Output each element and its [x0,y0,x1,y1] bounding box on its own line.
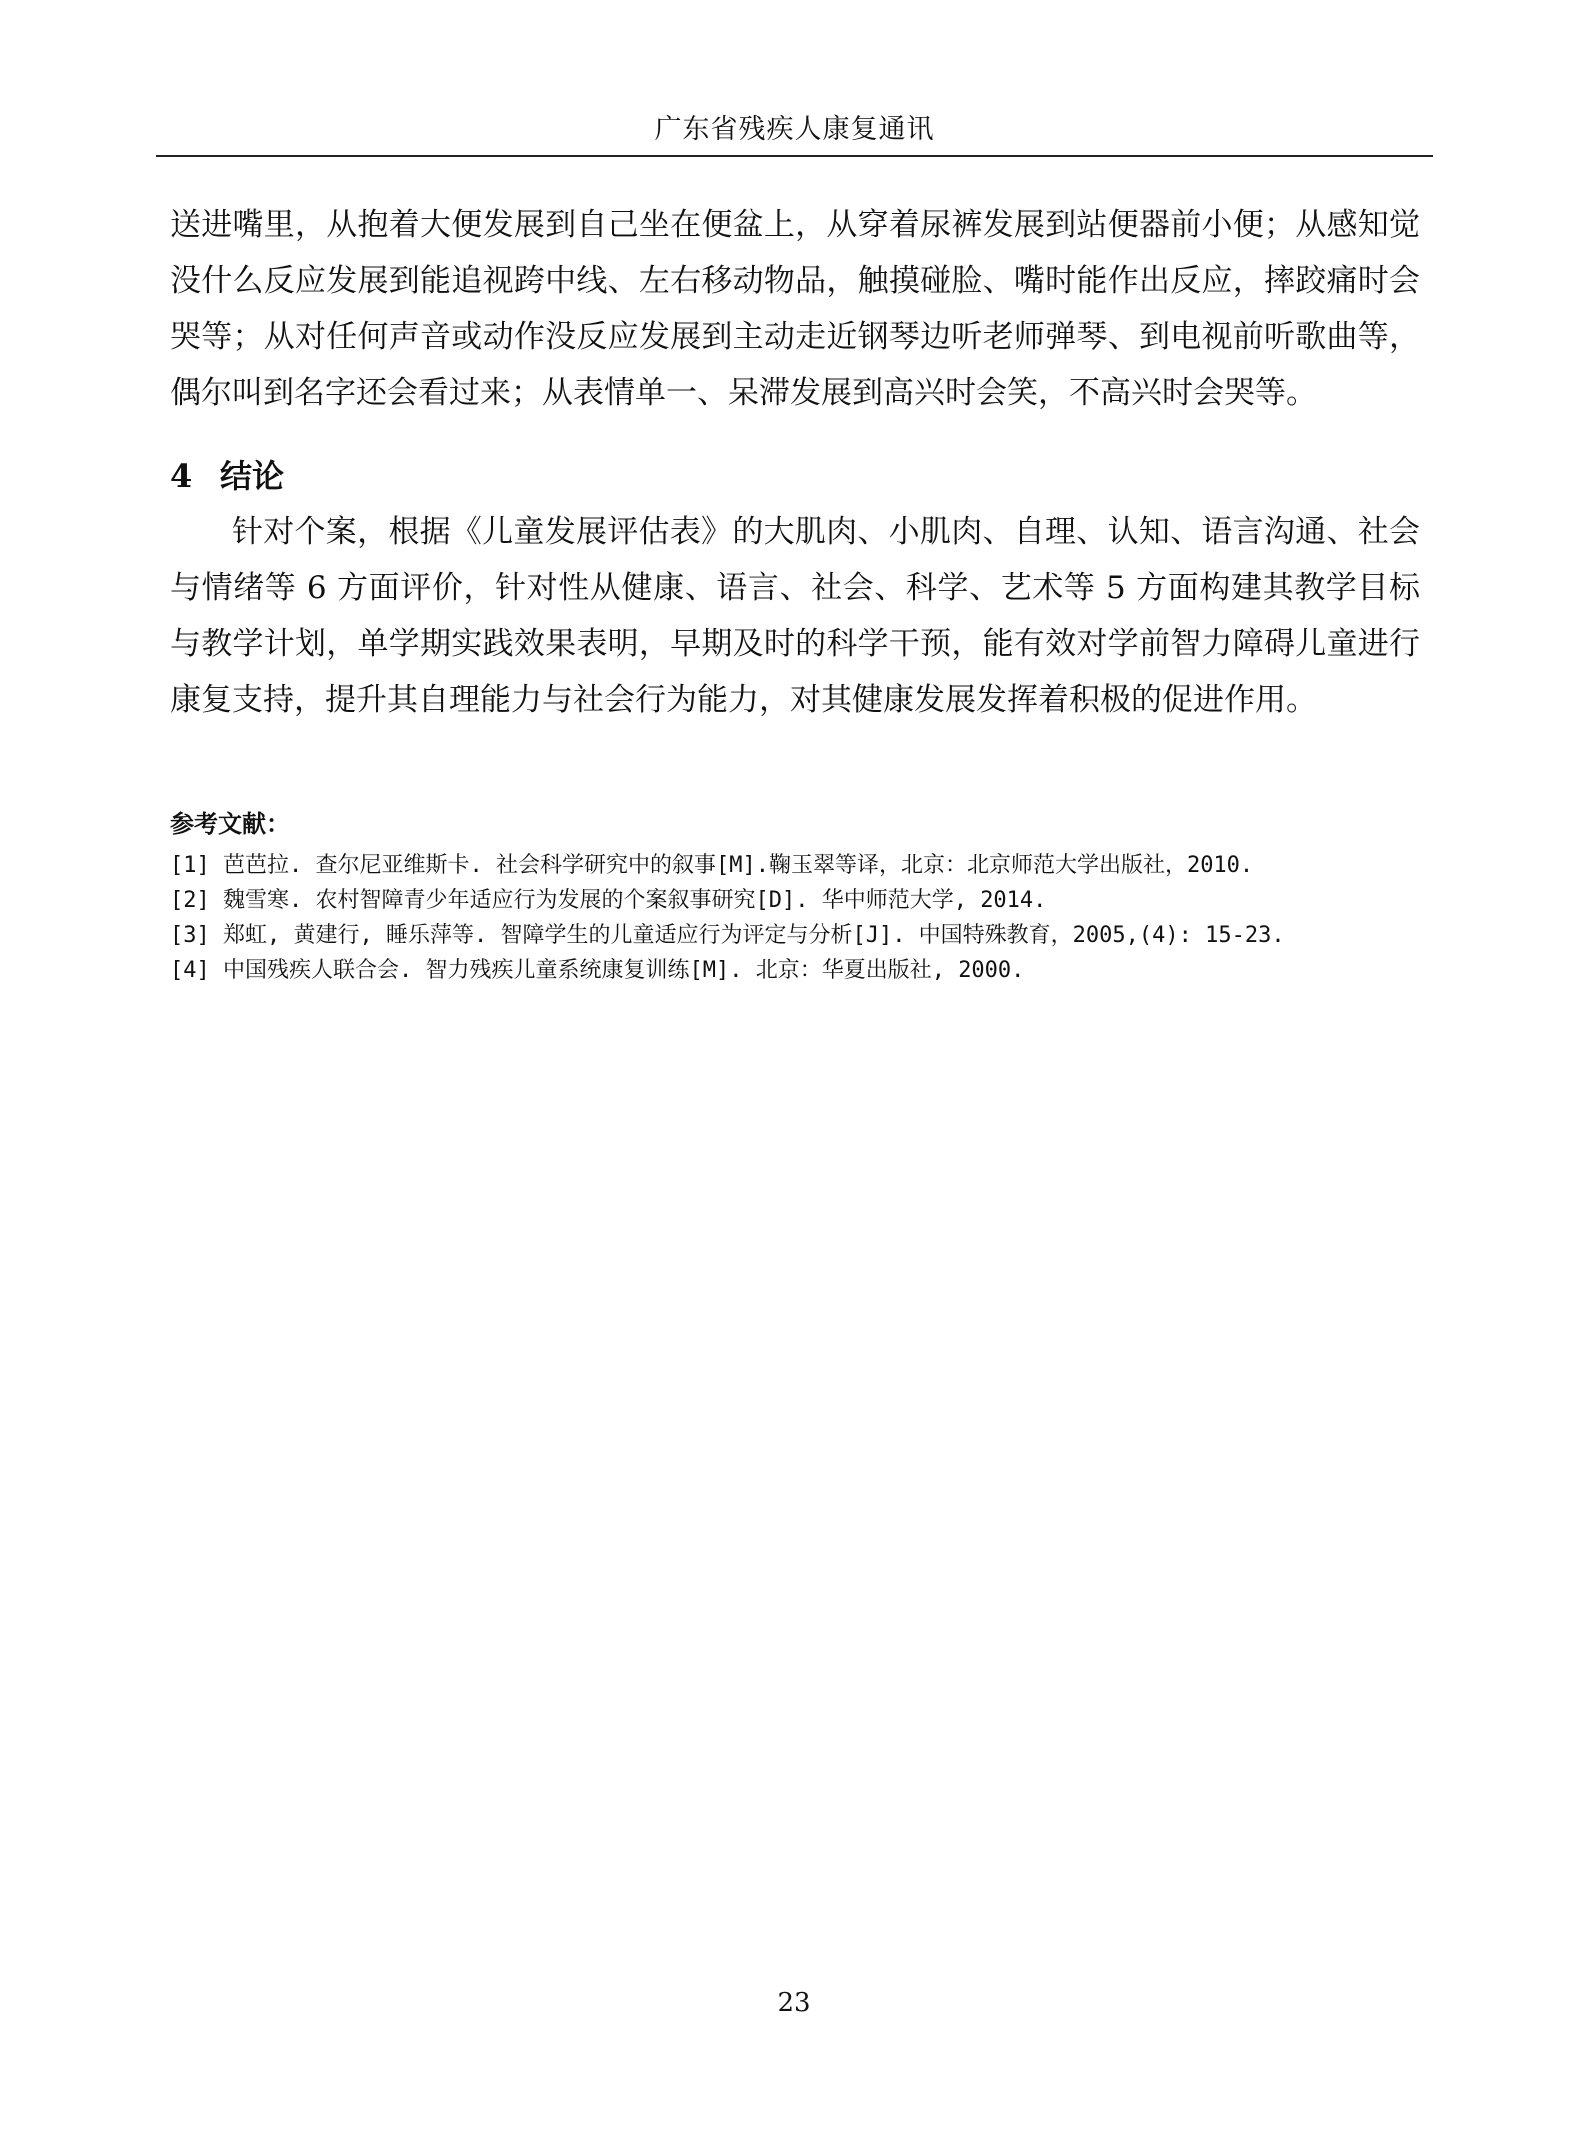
header-divider [156,155,1433,157]
reference-item: [2] 魏雪寒. 农村智障青少年适应行为发展的个案叙事研究[D]. 华中师范大学, 2014. [170,888,1047,913]
section-number: 4 [170,457,193,495]
references-title: 参考文献： [170,809,290,838]
reference-item: [3] 郑虹, 黄建行, 睡乐萍等. 智障学生的儿童适应行为评定与分析[J]. 中国特殊教育，2005,(4): 15-23. [170,923,1285,948]
section-title: 结论 [220,457,285,495]
reference-item: [4] 中国残疾人联合会. 智力残疾儿童系统康复训练[M]. 北京：华夏出版社, 2000. [170,958,1025,983]
conclusion-paragraph: 针对个案，根据《儿童发展评估表》的大肌肉、小肌肉、自理、认知、语言沟通、社会与情绪等 6 方面评价，针对性从健康、语言、社会、科学、艺术等 5 方面构建其教学目标与教学计划，单学期实践效果表明，早期及时的科学干预，能有效对学前智力障碍儿童进行康复支持，提升其自理能力与社会行为能力，对其健康发展发挥着积极的促进作用。 [170,514,1420,718]
section-heading-conclusion [170,448,284,504]
running-header: 广东省残疾人康复通讯 [654,114,935,145]
body-paragraph-continued: 送进嘴里，从抱着大便发展到自己坐在便盆上，从穿着尿裤发展到站便器前小便；从感知觉没什么反应发展到能追视跨中线、左右移动物品，触摸碰脸、嘴时能作出反应，摔跤痛时会哭等；从对任何声音或动作没反应发展到主动走近钢琴边听老师弹琴、到电视前听歌曲等，偶尔叫到名字还会看过来；从表情单一、呆滞发展到高兴时会笑，不高兴时会哭等。 [170,207,1420,411]
page-number: 23 [777,1988,811,2018]
reference-item: [1] 芭芭拉. 查尔尼亚维斯卡. 社会科学研究中的叙事[M].鞠玉翠等译，北京：北京师范大学出版社，2010. [170,853,1254,878]
references-list [170,848,1420,988]
